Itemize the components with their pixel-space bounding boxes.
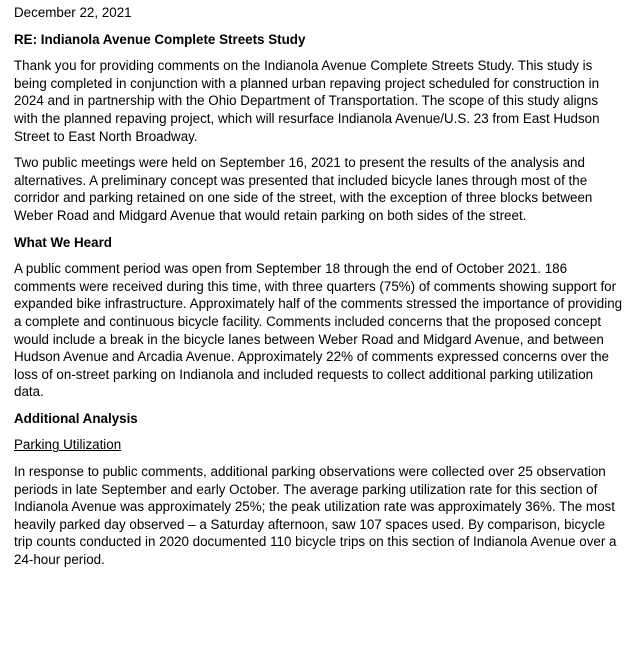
section-heading-additional-analysis: Additional Analysis [14,410,138,426]
letter-subject: RE: Indianola Avenue Complete Streets Study [14,31,306,47]
what-we-heard-paragraph: A public comment period was open from September 18 through the end of October 2021. 186 comments were received during this time, with three quarters (75%) of comments showing support for expanded bike infrastructure. Approximately half of the comments stressed the importance of providing a complete and continuous bicycle facility. Comments included concerns that the proposed concept would include a break in the bicycle lanes between Weber Road and Midgard Avenue, and between Hudson Avenue and Arcadia Avenue. Approximately 22% of comments expressed concerns over the loss of on-street parking on Indianola and included requests to collect additional parking utilization data. [14,261,623,400]
meetings-paragraph: Two public meetings were held on September 16, 2021 to present the results of the analysis and alternatives. A preliminary concept was presented that included bicycle lanes through most of the corridor and parking retained on one side of the street, with the exception of three blocks between Weber Road and Midgard Avenue that would retain parking on both sides of the street. [14,155,593,223]
section-heading-what-we-heard: What We Heard [14,234,112,250]
parking-utilization-paragraph: In response to public comments, additional parking observations were collected over 25 observation periods in late September and early October. The average parking utilization rate for this section of Indianola Avenue was approximately 25%; the peak utilization rate was approximately 36%. The most heavily parked day observed – a Saturday afternoon, saw 107 spaces used. By comparison, bicycle trip counts conducted in 2020 documented 110 bicycle trips on this section of Indianola Avenue over a 24-hour period. [14,464,617,568]
subheading-parking-utilization: Parking Utilization [14,437,122,453]
intro-paragraph: Thank you for providing comments on the Indianola Avenue Complete Streets Study. This study is being completed in conjunction with a planned urban repaving project scheduled for construction in 2024 and in partnership with the Ohio Department of Transportation. The scope of this study aligns with the planned repaving project, which will resurface Indianola Avenue/U.S. 23 from East Hudson Street to East North Broadway. [14,58,600,144]
letter-date: December 22, 2021 [14,5,132,20]
